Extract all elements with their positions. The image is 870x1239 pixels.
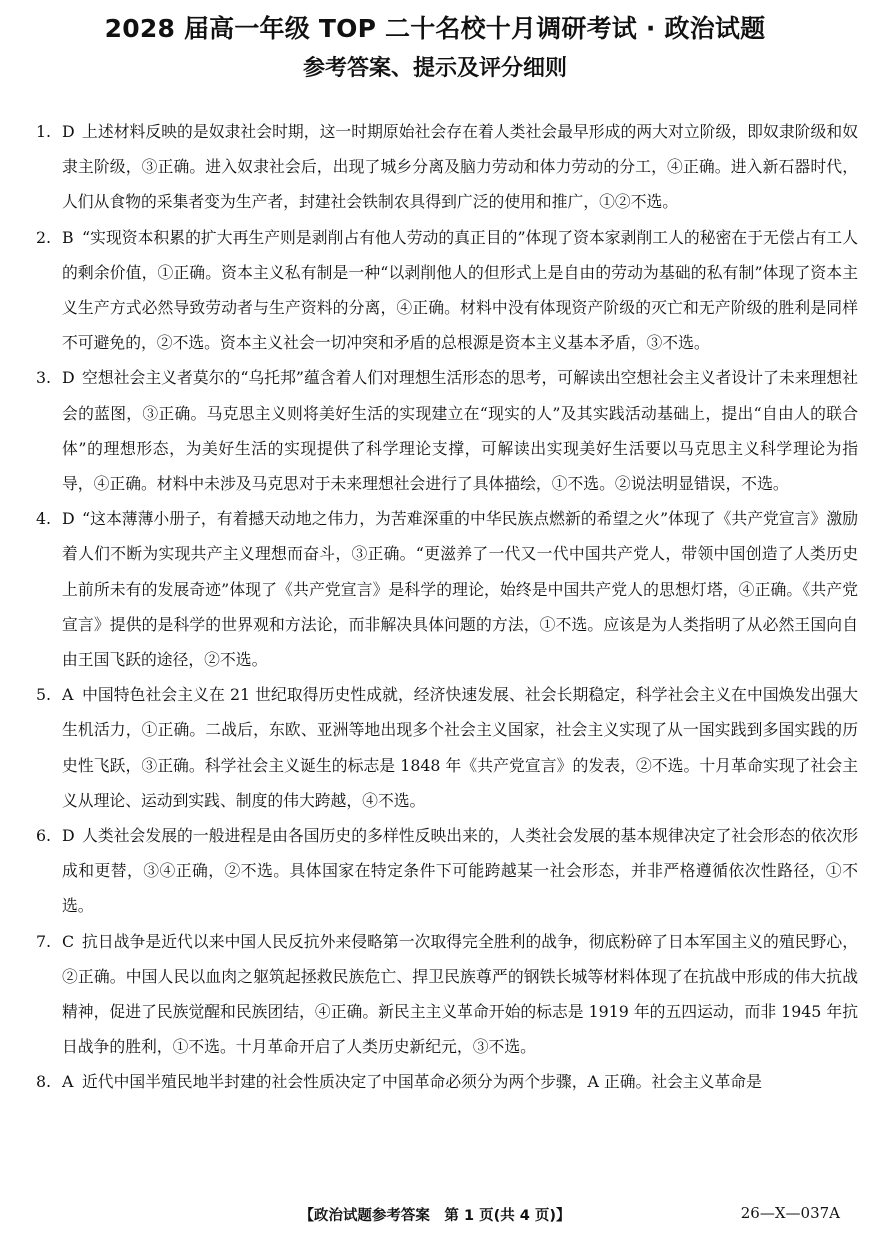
item-answer: B <box>62 227 74 247</box>
answer-item-2 <box>36 220 858 361</box>
item-number: 1. <box>36 122 52 141</box>
page-subtitle: 参考答案、提示及评分细则 <box>302 56 567 81</box>
item-explanation: 空想社会主义者莫尔的“乌托邦”蕴含着人们对理想生活形态的思考，可解读出空想社会主义者设计了未来理想社会的蓝图，③正确。马克思主义则将美好生活的实现建立在“现实的人”及其实践活动基础上，提出“自由人的联合体”的理想形态，为美好生活的实现提供了科学理论支撑，可解读出实现美好生活要以马克思主义科学理论为指导，④正确。材料中未涉及马克思对于未来理想社会进行了具体描绘，①不选。②说法明显错误，不选。 <box>62 368 858 494</box>
item-answer: C <box>62 931 75 951</box>
answer-item-7 <box>36 924 858 1065</box>
item-explanation: 人类社会发展的一般进程是由各国历史的多样性反映出来的，人类社会发展的基本规律决定了社会形态的依次形成和更替，③④正确，②不选。具体国家在特定条件下可能跨越某一社会形态，并非严格遵循依次性路径，①不选。 <box>62 826 858 916</box>
item-answer: A <box>62 1072 74 1092</box>
item-answer: D <box>62 368 75 388</box>
item-number: 5. <box>36 685 52 705</box>
answer-list <box>36 114 858 1100</box>
answer-item-1 <box>36 114 858 220</box>
item-answer: A <box>62 685 74 705</box>
footer-doc-code: 26—X—037A <box>740 1204 840 1222</box>
item-number: 7. <box>36 931 52 951</box>
answer-item-6 <box>36 818 858 924</box>
footer-page-label: 【政治试题参考答案 第 1 页(共 4 页)】 <box>299 1208 571 1224</box>
item-answer: D <box>62 509 75 529</box>
page-title: 2028 届高一年级 TOP 二十名校十月调研考试 · 政治试题 <box>104 14 766 43</box>
item-explanation: 抗日战争是近代以来中国人民反抗外来侵略第一次取得完全胜利的战争，彻底粉碎了日本军国主义的殖民野心，②正确。中国人民以血肉之躯筑起拯救民族危亡、捍卫民族尊严的钢铁长城等材料体现了在抗战中形成的伟大抗战精神，促进了民族觉醒和民族团结，④正确。新民主主义革命开始的标志是 1919 年的五四运动，而非 1945 年抗日战争的胜利，①不选。十月革命开启了人类历史新纪元，③不选。 <box>62 931 858 1057</box>
page-footer <box>0 1204 870 1228</box>
item-explanation: “这本薄薄小册子，有着撼天动地之伟力，为苦难深重的中华民族点燃新的希望之火”体现了《共产党宣言》激励着人们不断为实现共产主义理想而奋斗，③正确。“更滋养了一代又一代中国共产党人，带领中国创造了人类历史上前所未有的发展奇迹”体现了《共产党宣言》是科学的理论，始终是中国共产党人的思想灯塔，④正确。《共产党宣言》提供的是科学的世界观和方法论，而非解决具体问题的方法，①不选。应该是为人类指明了从必然王国向自由王国飞跃的途径，②不选。 <box>62 509 858 670</box>
item-number: 8. <box>36 1072 52 1092</box>
answer-item-8 <box>36 1064 858 1099</box>
item-number: 6. <box>36 826 52 846</box>
item-number: 3. <box>36 368 52 388</box>
item-answer: D <box>62 826 75 846</box>
item-answer: D <box>62 122 75 141</box>
item-explanation: “实现资本积累的扩大再生产则是剥削占有他人劳动的真正目的”体现了资本家剥削工人的秘密在于无偿占有工人的剩余价值，①正确。资本主义私有制是一种“以剥削他人的但形式上是自由的劳动为基础的私有制”体现了资本主义生产方式必然导致劳动者与生产资料的分离，④正确。材料中没有体现资产阶级的灭亡和无产阶级的胜利是同样不可避免的，②不选。资本主义社会一切冲突和矛盾的总根源是资本主义基本矛盾，③不选。 <box>62 227 858 353</box>
answer-item-5 <box>36 677 858 818</box>
answer-item-3 <box>36 360 858 501</box>
item-number: 4. <box>36 509 52 529</box>
item-explanation: 中国特色社会主义在 21 世纪取得历史性成就，经济快速发展、社会长期稳定，科学社会主义在中国焕发出强大生机活力，①正确。二战后，东欧、亚洲等地出现多个社会主义国家，社会主义实现了从一国实践到多国实践的历史性飞跃，③正确。科学社会主义诞生的标志是 1848 年《共产党宣言》的发表，②不选。十月革命实现了社会主义从理论、运动到实践、制度的伟大跨越，④不选。 <box>62 685 858 810</box>
item-explanation: 近代中国半殖民地半封建的社会性质决定了中国革命必须分为两个步骤，A 正确。社会主义革命是 <box>82 1072 762 1092</box>
item-number: 2. <box>36 227 52 247</box>
item-explanation: 上述材料反映的是奴隶社会时期，这一时期原始社会存在着人类社会最早形成的两大对立阶级，即奴隶阶级和奴隶主阶级，③正确。进入奴隶社会后，出现了城乡分离及脑力劳动和体力劳动的分工，④正确。进入新石器时代，人们从食物的采集者变为生产者，封建社会铁制农具得到广泛的使用和推广，①②不选。 <box>62 122 858 212</box>
answer-item-4 <box>36 501 858 677</box>
